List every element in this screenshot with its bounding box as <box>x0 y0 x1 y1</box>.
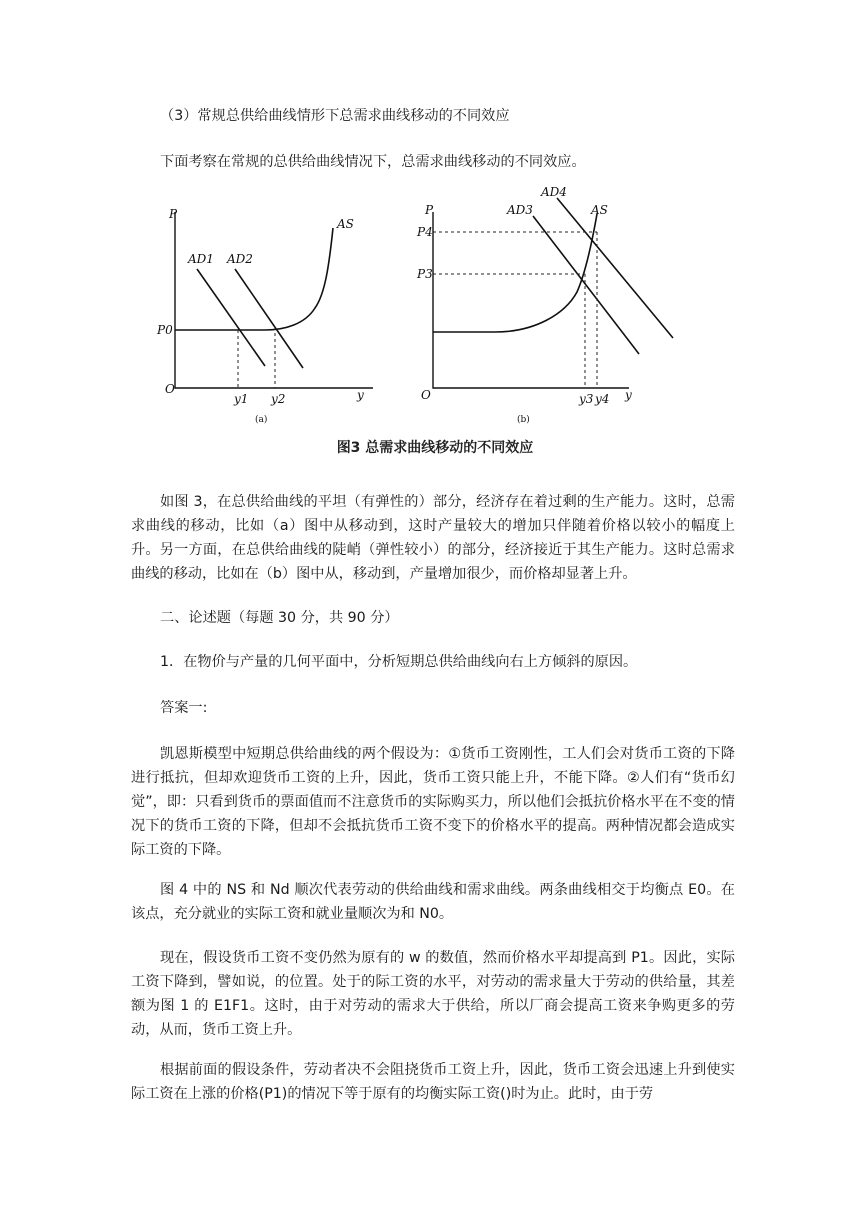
panel-a-y-axis-label: y <box>357 388 364 402</box>
section-two-heading: 二、论述题（每题 30 分，共 90 分） <box>160 610 399 626</box>
panel-b-ad3-line <box>533 216 639 354</box>
panel-b-origin-label: O <box>421 388 431 402</box>
panel-a-axes <box>175 212 373 388</box>
section-heading: （3）常规总供给曲线情形下总需求曲线移动的不同效应 <box>160 108 510 124</box>
question-1: 1．在物价与产量的几何平面中，分析短期总供给曲线向右上方倾斜的原因。 <box>160 654 638 670</box>
panel-b-y3-label: y3 <box>579 392 594 406</box>
panel-b-as-label: AS <box>591 203 608 217</box>
panel-b-ad4-label: AD4 <box>541 186 567 199</box>
panel-b-p4-label: P4 <box>417 225 433 239</box>
panel-a-p0-label: P0 <box>157 323 173 337</box>
answer-1-label: 答案一: <box>160 700 208 716</box>
panel-b <box>416 186 673 425</box>
panel-a <box>156 207 373 425</box>
wage-adjustment-paragraph: 根据前面的假设条件，劳动者决不会阻挠货币工资上升，因此，货币工资会迅速上升到使实际工资在上涨的价格(P1)的情况下等于原有的均衡实际工资()时为止。此时，由于劳 <box>131 1062 735 1102</box>
panel-a-p-axis-label: P <box>169 207 178 221</box>
panel-a-y1-label: y1 <box>234 392 249 406</box>
panel-a-y2-label: y2 <box>271 392 286 406</box>
panel-b-y-axis-label: y <box>625 388 632 402</box>
intro-paragraph: 下面考察在常规的总供给曲线情况下，总需求曲线移动的不同效应。 <box>160 154 586 170</box>
panel-a-ad2-label: AD2 <box>227 252 253 266</box>
fig3-explanation-paragraph: 如图 3，在总供给曲线的平坦（有弹性的）部分，经济存在着过剩的生产能力。这时，总需求曲线的移动，比如（a）图中从移动到，这时产量较大的增加只伴随着价格以较小的幅度上升。另一方面，在总供给曲线的陡峭（弹性较小）的部分，经济接近于其生产能力。这时总需求曲线的移动，比如在（b）图中从，移动到，产量增加很少，而价格却显著上升。 <box>131 494 735 582</box>
figure-caption: 图3 总需求曲线移动的不同效应 <box>336 440 534 456</box>
panel-a-as-curve <box>175 228 333 330</box>
panel-b-p-axis-label: P <box>425 203 434 217</box>
panel-a-as-label: AS <box>337 217 354 231</box>
figure-3-graphic <box>155 186 715 458</box>
figure-3 <box>155 186 715 458</box>
panel-b-y4-label: y4 <box>595 392 610 406</box>
panel-a-origin-label: O <box>165 382 175 396</box>
panel-b-sublabel: (b) <box>517 415 530 425</box>
panel-a-ad2-line <box>235 269 303 368</box>
panel-b-ad3-label: AD3 <box>507 203 533 217</box>
panel-a-sublabel: (a) <box>255 415 268 425</box>
panel-b-axes <box>433 212 629 388</box>
panel-a-ad1-line <box>197 269 265 366</box>
panel-b-ad4-line <box>557 198 673 338</box>
panel-b-p3-label: P3 <box>417 267 433 281</box>
figure-4-paragraph: 图 4 中的 NS 和 Nd 顺次代表劳动的供给曲线和需求曲线。两条曲线相交于均衡点 E0。在该点，充分就业的实际工资和就业量顺次为和 N0。 <box>131 882 735 922</box>
keynes-assumptions-paragraph: 凯恩斯模型中短期总供给曲线的两个假设为：①货币工资刚性，工人们会对货币工资的下降进行抵抗，但却欢迎货币工资的上升，因此，货币工资只能上升，不能下降。②人们有“货币幻觉”，即：只看到货币的票面值而不注意货币的实际购买力，所以他们会抵抗价格水平在不变的情况下的货币工资的下降，但却不会抵抗货币工资不变下的价格水平的提高。两种情况都会造成实际工资的下降。 <box>131 746 735 858</box>
price-rise-paragraph: 现在，假设货币工资不变仍然为原有的 w 的数值，然而价格水平却提高到 P1。因此，实际工资下降到，譬如说，的位置。处于的际工资的水平，对劳动的需求量大于劳动的供给量，其差额为图 1 的 E1F1。这时，由于对劳动的需求大于供给，所以厂商会提高工资来争购更多的劳动，从而，货币工资上升。 <box>131 950 735 1038</box>
panel-a-ad1-label: AD1 <box>188 252 214 266</box>
